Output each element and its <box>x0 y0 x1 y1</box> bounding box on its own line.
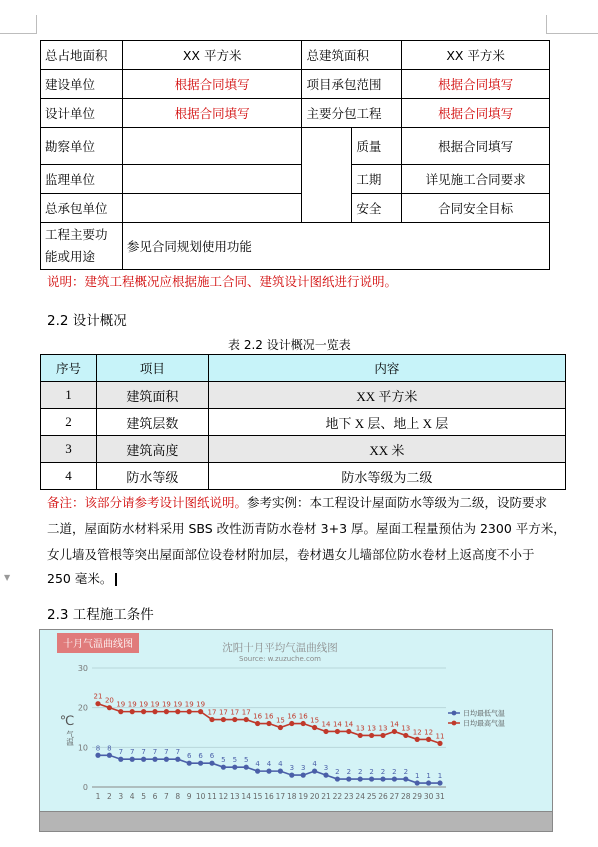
data-label: 2 <box>369 768 374 777</box>
y-tick-label: 0 <box>82 783 88 792</box>
data-point <box>403 776 408 781</box>
data-point <box>221 765 226 770</box>
data-point <box>130 709 135 714</box>
data-point <box>164 757 169 762</box>
label-cell <box>41 223 123 270</box>
data-label: 2 <box>335 768 340 777</box>
data-label: 7 <box>152 748 158 757</box>
x-tick-label: 6 <box>152 792 158 801</box>
table-cell: XX 平方米 <box>208 382 565 409</box>
data-label: 3 <box>323 764 329 773</box>
value-cell <box>122 128 302 165</box>
data-label: 5 <box>243 756 249 765</box>
value-cell: 根据合同填写 <box>402 99 550 128</box>
label-line: 能或用途 <box>45 249 96 264</box>
data-point <box>175 709 180 714</box>
x-tick-label: 28 <box>401 792 411 801</box>
data-label: 17 <box>241 708 251 717</box>
data-label: 20 <box>104 696 114 705</box>
table-cell: 3 <box>41 436 97 463</box>
data-point <box>415 737 420 742</box>
label-cell: 项目承包范围 <box>302 70 402 99</box>
data-point <box>335 776 340 781</box>
data-label: 19 <box>150 700 160 709</box>
table-cell: 2 <box>41 409 97 436</box>
table-row <box>41 436 566 463</box>
data-label: 19 <box>116 700 126 709</box>
data-point <box>369 733 374 738</box>
label-line: 工程主要功 <box>45 227 108 242</box>
temperature-chart-frame <box>39 629 553 812</box>
x-tick-label: 10 <box>195 792 206 801</box>
table-cell: 建筑面积 <box>96 382 208 409</box>
data-point <box>312 725 317 730</box>
table-row <box>41 99 550 128</box>
value-cell: 根据合同填写 <box>122 99 302 128</box>
x-tick-label: 14 <box>241 792 251 801</box>
x-tick-label: 22 <box>332 792 343 801</box>
data-point <box>107 753 112 758</box>
data-label: 1 <box>437 772 443 781</box>
table-cell: XX 米 <box>208 436 565 463</box>
value-cell <box>122 194 302 223</box>
x-tick-label: 3 <box>118 792 124 801</box>
data-label: 4 <box>255 760 260 769</box>
column-header: 序号 <box>41 355 97 382</box>
data-label: 8 <box>107 744 112 753</box>
data-point <box>415 780 420 785</box>
chart-source: Source: w.zuzuche.com <box>239 655 321 663</box>
data-point <box>289 721 294 726</box>
data-point <box>198 709 203 714</box>
section-heading-2-3: 2.3 工程施工条件 <box>47 607 154 623</box>
data-label: 13 <box>378 724 388 733</box>
x-tick-label: 27 <box>389 792 400 801</box>
data-point <box>187 709 192 714</box>
data-point <box>95 753 100 758</box>
data-label: 17 <box>230 708 240 717</box>
data-point <box>289 773 294 778</box>
data-point <box>369 776 374 781</box>
data-label: 15 <box>310 716 320 725</box>
data-point <box>426 737 431 742</box>
data-point <box>346 776 351 781</box>
x-tick-label: 1 <box>95 792 101 801</box>
table-row <box>41 463 566 490</box>
data-label: 3 <box>289 764 295 773</box>
data-point <box>266 721 271 726</box>
data-point <box>209 761 214 766</box>
data-label: 6 <box>198 752 203 761</box>
data-point <box>175 757 180 762</box>
data-label: 4 <box>312 760 317 769</box>
data-label: 7 <box>164 748 169 757</box>
data-point <box>358 776 363 781</box>
x-tick-label: 19 <box>298 792 308 801</box>
table-cell: 防水等级 <box>96 463 208 490</box>
value-cell: 根据合同填写 <box>402 70 550 99</box>
design-note-red: 备注：该部分请参考设计图纸说明。 <box>47 495 248 510</box>
data-point <box>118 757 123 762</box>
x-tick-label: 5 <box>141 792 146 801</box>
data-label: 15 <box>275 716 285 725</box>
data-point <box>221 717 226 722</box>
label-cell: 安全 <box>352 194 402 223</box>
data-point <box>403 733 408 738</box>
column-header: 项目 <box>96 355 208 382</box>
temperature-chart <box>40 630 552 811</box>
label-cell: 总承包单位 <box>41 194 123 223</box>
data-label: 21 <box>93 692 103 701</box>
data-label: 14 <box>344 720 354 729</box>
data-point <box>426 780 431 785</box>
data-point <box>437 780 442 785</box>
table-row <box>41 165 550 194</box>
data-point <box>141 757 146 762</box>
data-label: 19 <box>139 700 149 709</box>
design-overview-table <box>40 354 566 490</box>
data-label: 2 <box>392 768 397 777</box>
table-header-row <box>41 355 566 382</box>
data-label: 14 <box>389 720 399 729</box>
data-point <box>437 741 442 746</box>
label-cell: 建设单位 <box>41 70 123 99</box>
y-axis-label: 气温 <box>65 730 75 746</box>
data-point <box>380 776 385 781</box>
value-cell: 参见合同规划使用功能 <box>122 223 549 270</box>
data-label: 6 <box>186 752 192 761</box>
design-note-line-2: 二道，屋面防水材料采用 SBS 改性沥青防水卷材 3+3 厚。屋面工程量预估为 2300 平方米， <box>47 521 566 536</box>
data-label: 13 <box>355 724 365 733</box>
data-label: 3 <box>300 764 306 773</box>
data-label: 2 <box>346 768 352 777</box>
data-label: 7 <box>141 748 146 757</box>
data-point <box>152 757 157 762</box>
x-tick-label: 2 <box>107 792 112 801</box>
data-label: 19 <box>161 700 171 709</box>
data-label: 11 <box>435 732 445 741</box>
chart-title: 沈阳十月平均气温曲线图 <box>222 642 338 654</box>
table-row <box>41 409 566 436</box>
value-cell: XX 平方米 <box>402 41 550 70</box>
x-tick-label: 24 <box>355 792 365 801</box>
data-point <box>152 709 157 714</box>
value-cell <box>122 165 302 194</box>
data-point <box>244 717 249 722</box>
overview-note: 说明：建筑工程概况应根据施工合同、建筑设计图纸进行说明。 <box>47 274 398 289</box>
x-tick-label: 26 <box>378 792 388 801</box>
data-label: 4 <box>266 760 272 769</box>
x-tick-label: 12 <box>218 792 229 801</box>
label-cell: 总建筑面积 <box>302 41 402 70</box>
data-point <box>392 776 397 781</box>
y-tick-label: 20 <box>77 703 88 713</box>
text-cursor <box>115 573 117 586</box>
data-label: 7 <box>129 748 135 757</box>
design-note-line-1 <box>47 493 547 511</box>
table-cell: 建筑层数 <box>96 409 208 436</box>
data-label: 16 <box>287 712 297 721</box>
crop-mark-top-right-v <box>546 15 547 34</box>
x-tick-label: 9 <box>186 792 192 801</box>
data-point <box>118 709 123 714</box>
label-cell: 勘察单位 <box>41 128 123 165</box>
data-label: 4 <box>278 760 283 769</box>
x-tick-label: 11 <box>207 792 217 801</box>
data-point <box>346 729 351 734</box>
data-point <box>232 717 237 722</box>
data-label: 2 <box>403 768 409 777</box>
data-point <box>358 733 363 738</box>
x-tick-label: 31 <box>435 792 445 801</box>
x-tick-label: 8 <box>175 792 181 801</box>
label-cell: 主要分包工程 <box>302 99 402 128</box>
data-point <box>187 761 192 766</box>
table-row <box>41 70 550 99</box>
data-label: 19 <box>184 700 194 709</box>
legend-label: 日均最低气温 <box>463 709 505 718</box>
data-point <box>244 765 249 770</box>
x-tick-label: 15 <box>252 792 263 801</box>
table-row <box>41 194 550 223</box>
data-point <box>380 733 385 738</box>
design-note-text: 250 毫米。 <box>47 571 113 586</box>
table-row <box>41 128 550 165</box>
x-tick-label: 17 <box>275 792 286 801</box>
data-label: 13 <box>367 724 377 733</box>
data-label: 12 <box>412 728 422 737</box>
data-label: 17 <box>218 708 228 717</box>
data-label: 16 <box>253 712 263 721</box>
design-note-line-3: 女儿墙及管根等突出屋面部位设卷材附加层，卷材遇女儿墙部位防水卷材上返高度不小于 <box>47 547 535 562</box>
x-tick-label: 16 <box>264 792 274 801</box>
table-row <box>41 223 550 270</box>
x-tick-label: 23 <box>344 792 354 801</box>
label-cell: 总占地面积 <box>41 41 123 70</box>
data-label: 1 <box>426 772 431 781</box>
data-point <box>107 705 112 710</box>
value-cell: 合同安全目标 <box>402 194 550 223</box>
data-point <box>323 773 328 778</box>
data-point <box>301 773 306 778</box>
x-tick-label: 18 <box>287 792 297 801</box>
data-point <box>255 721 260 726</box>
legend-marker <box>452 721 457 726</box>
label-cell: 监理单位 <box>41 165 123 194</box>
data-label: 19 <box>173 700 183 709</box>
table-cell: 1 <box>41 382 97 409</box>
data-point <box>335 729 340 734</box>
merged-cell <box>302 128 352 223</box>
data-point <box>232 765 237 770</box>
chart-footer-bar <box>39 811 553 832</box>
table-caption: 表 2.2 设计概况一览表 <box>228 338 351 352</box>
project-overview-table <box>40 40 550 270</box>
data-point <box>266 769 271 774</box>
celsius-symbol: ℃ <box>59 714 75 729</box>
column-header: 内容 <box>208 355 565 382</box>
data-label: 19 <box>196 700 206 709</box>
data-point <box>392 729 397 734</box>
crop-mark-top-left-h <box>0 33 36 34</box>
table-cell: 建筑高度 <box>96 436 208 463</box>
table-cell: 4 <box>41 463 97 490</box>
data-point <box>323 729 328 734</box>
x-tick-label: 25 <box>366 792 377 801</box>
data-label: 5 <box>221 756 226 765</box>
left-margin-marker: ▼ <box>4 573 11 582</box>
x-tick-label: 30 <box>423 792 434 801</box>
y-tick-label: 10 <box>77 743 88 753</box>
x-tick-label: 4 <box>129 792 135 801</box>
x-tick-label: 13 <box>230 792 240 801</box>
table-row <box>41 41 550 70</box>
data-label: 14 <box>332 720 342 729</box>
data-point <box>301 721 306 726</box>
data-label: 2 <box>380 768 386 777</box>
value-cell: 根据合同填写 <box>402 128 550 165</box>
table-cell: 地下 X 层、地上 X 层 <box>208 409 565 436</box>
data-label: 7 <box>118 748 124 757</box>
data-label: 7 <box>175 748 181 757</box>
data-point <box>278 769 283 774</box>
data-point <box>141 709 146 714</box>
x-tick-label: 29 <box>412 792 422 801</box>
crop-mark-top-right-h <box>546 33 598 34</box>
data-point <box>209 717 214 722</box>
table-row <box>41 382 566 409</box>
data-point <box>278 725 283 730</box>
table-cell: 防水等级为二级 <box>208 463 565 490</box>
data-point <box>130 757 135 762</box>
section-heading-2-2: 2.2 设计概况 <box>47 313 127 329</box>
value-cell: 详见施工合同要求 <box>402 165 550 194</box>
x-tick-label: 20 <box>309 792 320 801</box>
data-point <box>164 709 169 714</box>
y-tick-label: 30 <box>77 664 88 673</box>
data-label: 16 <box>298 712 308 721</box>
label-cell: 工期 <box>352 165 402 194</box>
data-label: 17 <box>207 708 217 717</box>
legend-marker <box>452 711 457 716</box>
data-label: 14 <box>321 720 331 729</box>
data-label: 2 <box>357 768 363 777</box>
chart-tag-text: 十月气温曲线图 <box>63 639 133 650</box>
data-label: 5 <box>232 756 238 765</box>
data-label: 12 <box>424 728 434 737</box>
legend-label: 日均最高气温 <box>463 719 505 728</box>
label-cell: 设计单位 <box>41 99 123 128</box>
label-cell: 质量 <box>352 128 402 165</box>
data-point <box>95 701 100 706</box>
crop-mark-top-left-v <box>36 15 37 34</box>
data-label: 19 <box>127 700 137 709</box>
data-label: 13 <box>401 724 411 733</box>
data-label: 6 <box>209 752 215 761</box>
design-note-text: 参考实例：本工程设计屋面防水等级为二级，设防要求 <box>247 495 548 510</box>
data-label: 1 <box>414 772 420 781</box>
data-point <box>255 769 260 774</box>
data-label: 8 <box>95 744 101 753</box>
data-point <box>198 761 203 766</box>
data-label: 16 <box>264 712 274 721</box>
design-note-line-4 <box>47 569 117 587</box>
x-tick-label: 21 <box>321 792 331 801</box>
data-point <box>312 769 317 774</box>
x-tick-label: 7 <box>164 792 169 801</box>
value-cell: 根据合同填写 <box>122 70 302 99</box>
value-cell: XX 平方米 <box>122 41 302 70</box>
